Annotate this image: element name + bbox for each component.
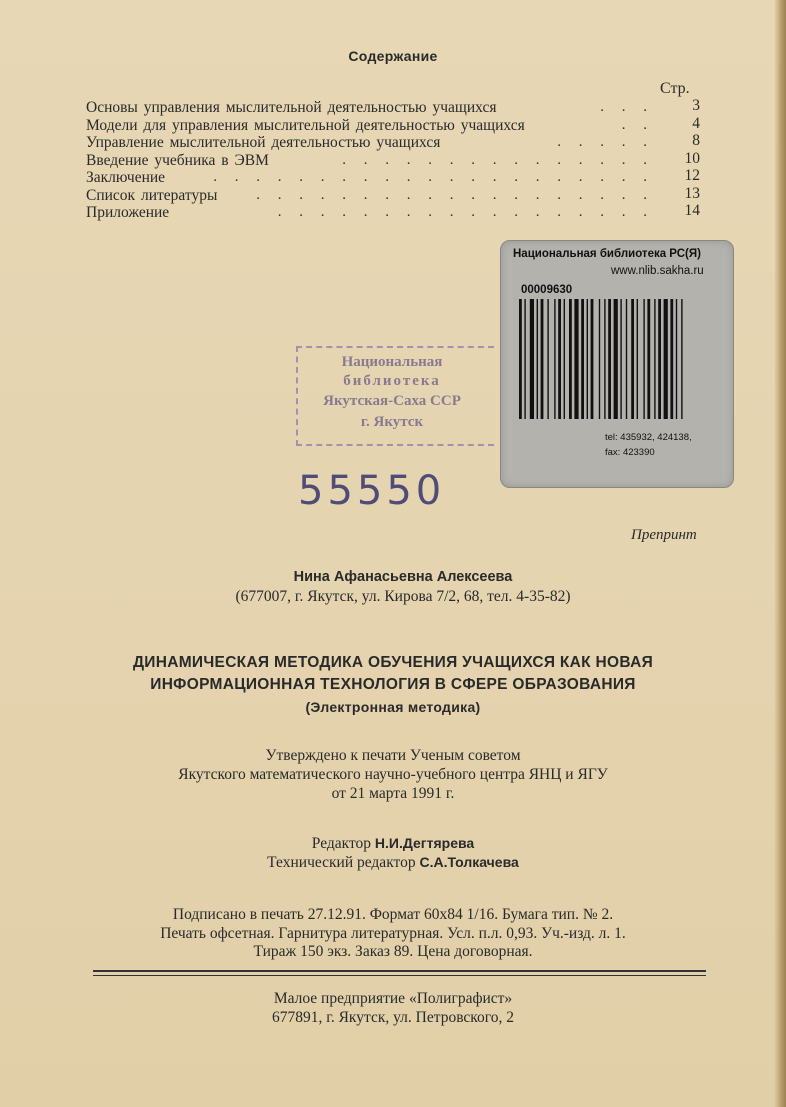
stamp-line-4: г. Якутск: [360, 414, 424, 430]
toc-entry-page: 13: [684, 184, 700, 202]
barcode-bar: [670, 299, 673, 419]
tech-editor-label: Технический редактор: [267, 854, 416, 871]
barcode-bar: [620, 299, 621, 419]
toc-entry-text: Управление мыслительной деятельностью учащихся: [86, 134, 441, 151]
barcode-bar: [581, 299, 584, 419]
toc-page-header: Стр.: [660, 80, 690, 97]
barcode-bar: [599, 299, 600, 419]
approval-line-1: Утверждено к печати Ученым советом: [265, 747, 521, 764]
approval-line-3: от 21 марта 1991 г.: [331, 785, 455, 802]
barcode-bar: [631, 299, 634, 419]
editor-line: [0, 834, 786, 853]
barcode-phone: tel: 435932, 424138,: [605, 432, 692, 443]
toc-entry: [86, 204, 700, 222]
toc-entry-page: 10: [684, 149, 700, 167]
barcode-bar: [554, 299, 555, 419]
barcode-bar: [564, 299, 565, 419]
title-line-2: ИНФОРМАЦИОННАЯ ТЕХНОЛОГИЯ В СФЕРЕ ОБРАЗОВАНИЯ: [150, 676, 636, 693]
toc-entry-page: 12: [684, 167, 700, 184]
barcode-bar: [647, 299, 650, 419]
author-address: (677007, г. Якутск, ул. Кирова 7/2, 68, тел. 4-35-82): [235, 588, 571, 605]
imprint-line-2: Печать офсетная. Гарнитура литературная. Усл. п.л. 0,93. Уч.-изд. л. 1.: [160, 924, 626, 942]
barcode-bar: [558, 299, 561, 419]
barcode-bar: [591, 299, 594, 419]
approval-block: [0, 746, 786, 803]
library-barcode-label: [500, 240, 734, 488]
barcode-bar: [541, 299, 544, 419]
barcode-bar: [643, 299, 644, 419]
library-stamp: [292, 340, 492, 450]
approval-line-2: Якутского математического научно-учебного центра ЯНЦ и ЯГУ: [178, 766, 608, 783]
barcode-bar: [654, 299, 655, 419]
toc-entry-page: 14: [684, 202, 700, 219]
barcode-bar: [608, 299, 611, 419]
barcode-bar: [530, 299, 534, 419]
toc-title: Содержание: [348, 48, 438, 64]
toc-entry-page: 3: [692, 97, 700, 114]
publisher-line-1: Малое предприятие «Полиграфист»: [273, 990, 513, 1007]
toc-entry: [86, 99, 700, 117]
barcode-bar: [658, 299, 661, 419]
barcode-bar: [604, 299, 605, 419]
toc-entry-text: Список литературы: [86, 186, 218, 204]
handwritten-inventory-number: 55550: [298, 468, 446, 514]
barcode-bar: [681, 299, 682, 419]
toc-entry: [86, 134, 700, 152]
barcode-bar: [574, 299, 578, 419]
barcode-bar: [524, 299, 525, 419]
imprint-line-1: Подписано в печать 27.12.91. Формат 60x84 1/16. Бумага тип. № 2.: [172, 906, 614, 923]
toc-entry-page: 4: [692, 114, 700, 132]
toc-leader-dots: . . . . . . . . . . . . . . . . . . .: [256, 186, 654, 203]
toc-entry: [86, 169, 700, 187]
barcode-bar: [626, 299, 627, 419]
barcode-bar: [547, 299, 548, 419]
barcode-bar: [637, 299, 638, 419]
editors-block: [0, 834, 786, 872]
toc-leader-dots: . . . . . . . . . . . . . . .: [342, 151, 654, 168]
barcode-bar: [537, 299, 538, 419]
barcode-bar: [519, 299, 522, 419]
imprint-line-3: Тираж 150 экз. Заказ 89. Цена договорная.: [253, 943, 533, 960]
toc-leader-dots: . . .: [600, 99, 654, 115]
toc-entry: [86, 184, 700, 205]
barcode-website: www.nlib.sakha.ru: [611, 265, 704, 277]
barcode-bar: [614, 299, 618, 419]
toc-entry-text: Введение учебника в ЭВМ: [86, 151, 269, 169]
editor-label: Редактор: [311, 835, 372, 852]
toc-entry: [86, 114, 700, 135]
barcode-bar: [587, 299, 588, 419]
toc-leader-dots: . .: [621, 116, 654, 133]
table-of-contents: [86, 99, 700, 222]
toc-leader-dots: . . . . .: [557, 134, 654, 150]
divider-rule: [93, 970, 706, 972]
toc-leader-dots: . . . . . . . . . . . . . . . . . . . . .: [213, 169, 654, 185]
editor-name: Н.И.Дегтярева: [374, 835, 475, 851]
document-title: [0, 652, 786, 718]
divider-rule-thin: [93, 975, 706, 976]
stamp-line-3: Якутская-Саха ССР: [323, 393, 461, 409]
title-subtitle: (Электронная методика): [305, 699, 481, 715]
stamp-line-2: библиотека: [343, 373, 441, 389]
toc-entry: [86, 149, 700, 170]
barcode-image: [519, 299, 725, 419]
tech-editor-name: С.А.Толкачева: [419, 854, 519, 870]
publisher-line-2: 677891, г. Якутск, ул. Петровского, 2: [271, 1008, 515, 1026]
barcode-number: 00009630: [521, 284, 573, 296]
barcode-fax: fax: 423390: [605, 447, 655, 458]
stamp-line-1: Национальная: [341, 354, 443, 370]
publisher-block: [0, 990, 786, 1027]
barcode-bar: [569, 299, 572, 419]
toc-entry-text: Основы управления мыслительной деятельностью учащихся: [86, 99, 497, 116]
toc-entry-text: Приложение: [86, 204, 170, 221]
barcode-bar: [676, 299, 677, 419]
toc-leader-dots: . . . . . . . . . . . . . . . . . .: [277, 204, 654, 220]
toc-entry-text: Заключение: [86, 169, 166, 186]
barcode-library-name: Национальная библиотека РС(Я): [513, 248, 701, 260]
toc-entry-text: Модели для управления мыслительной деятельностью учащихся: [86, 116, 525, 134]
imprint-block: [0, 906, 786, 962]
barcode-bar: [664, 299, 668, 419]
toc-entry-page: 8: [692, 132, 700, 149]
title-line-1: ДИНАМИЧЕСКАЯ МЕТОДИКА ОБУЧЕНИЯ УЧАЩИХСЯ КАК НОВАЯ: [132, 654, 654, 671]
tech-editor-line: [0, 853, 786, 872]
preprint-label: Препринт: [631, 527, 697, 543]
author-name: Нина Афанасьевна Алексеева: [293, 569, 513, 585]
